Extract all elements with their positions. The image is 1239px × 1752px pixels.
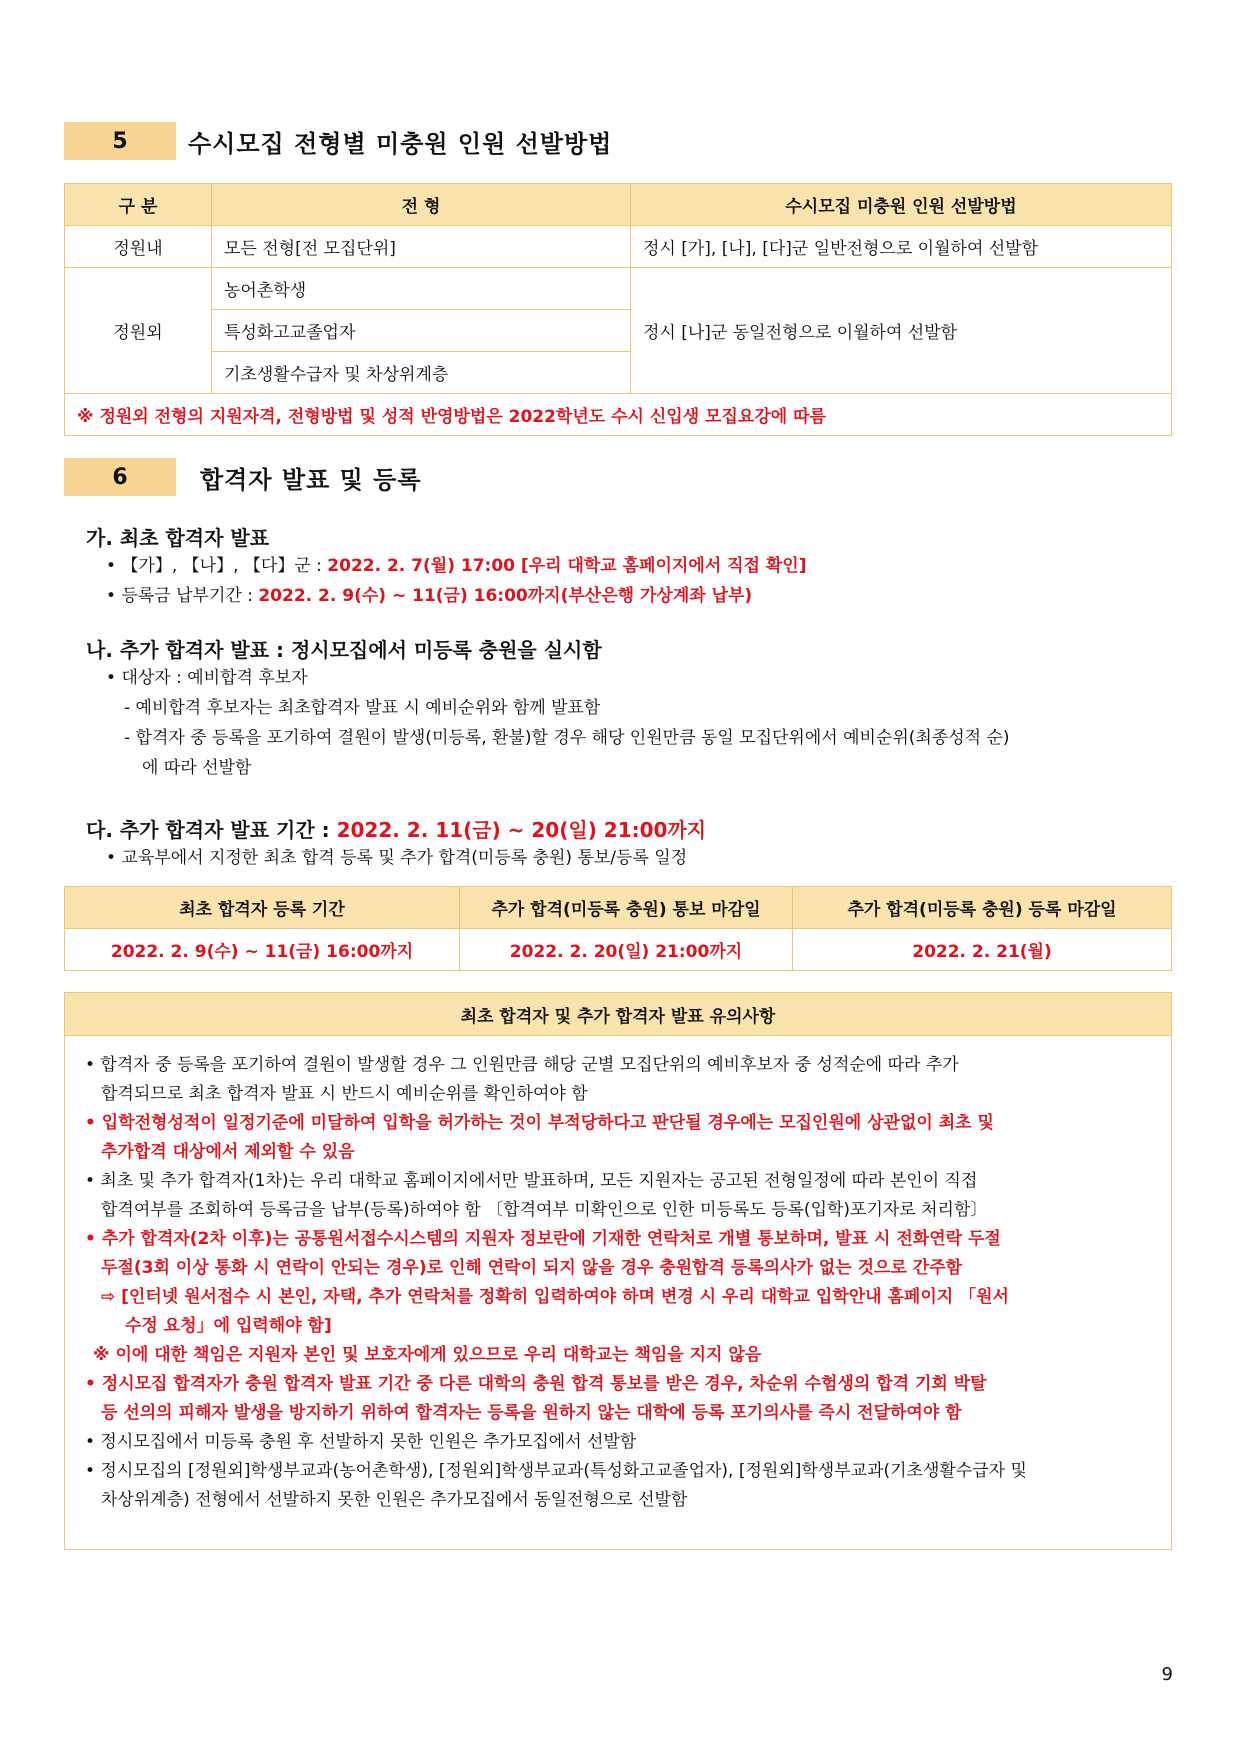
section5-title: 수시모집 전형별 미충원 인원 선발방법 bbox=[188, 129, 613, 158]
note-2a: • 입학전형성적이 일정기준에 미달하여 입학을 허가하는 것이 부적당하다고 판단될 경우에는 모집인원에 상관없이 최초 및 bbox=[85, 1113, 994, 1133]
col-header-type: 전 형 bbox=[212, 184, 631, 226]
row1-method: 정시 [가], [나], [다]군 일반전형으로 이월하여 선발함 bbox=[631, 226, 1172, 268]
section5-footnote: ※ 정원외 전형의 지원자격, 전형방법 및 성적 반영방법은 2022학년도 수시 신입생 모집요강에 따름 bbox=[65, 394, 1172, 436]
note-4d: 수정 요청」에 입력해야 함] bbox=[125, 1316, 332, 1336]
row2-type-2: 특성화고교졸업자 bbox=[212, 310, 631, 352]
row2-category: 정원외 bbox=[65, 268, 212, 394]
section6-header bbox=[64, 458, 422, 496]
table-row bbox=[65, 929, 1172, 971]
section6-number: 6 bbox=[64, 458, 176, 496]
note-5a: • 정시모집 합격자가 충원 합격자 발표 기간 중 다른 대학의 충원 합격 통보를 받은 경우, 차순위 수험생의 합격 기회 박탈 bbox=[85, 1374, 987, 1394]
na-sub2a: - 합격자 중 등록을 포기하여 결원이 발생(미등록, 환불)할 경우 해당 인원만큼 동일 모집단위에서 예비순위(최종성적 순) bbox=[124, 728, 1010, 748]
bullet: • bbox=[106, 586, 122, 606]
ga-heading: 가. 최초 합격자 발표 bbox=[86, 526, 270, 550]
ga-line2 bbox=[106, 584, 752, 608]
note-3b: 합격여부를 조회하여 등록금을 납부(등록)하여야 함 〔합격여부 미확인으로 인한 미등록도 등록(입학)포기자로 처리함〕 bbox=[101, 1200, 988, 1220]
note-7b: 차상위계층) 전형에서 선발하지 못한 인원은 추가모집에서 동일전형으로 선발함 bbox=[101, 1490, 688, 1510]
notes-box bbox=[64, 992, 1172, 1550]
note-7a: • 정시모집의 [정원외]학생부교과(농어촌학생), [정원외]학생부교과(특성화고교졸업자), [정원외]학생부교과(기초생활수급자 및 bbox=[85, 1461, 1027, 1481]
na-heading: 나. 추가 합격자 발표 : 정시모집에서 미등록 충원을 실시함 bbox=[86, 638, 602, 662]
note-4e: ※ 이에 대한 책임은 지원자 본인 및 보호자에게 있으므로 우리 대학교는 책임을 지지 않음 bbox=[93, 1345, 762, 1365]
row2-method: 정시 [나]군 동일전형으로 이월하여 선발함 bbox=[631, 268, 1172, 394]
row1-type: 모든 전형[전 모집단위] bbox=[212, 226, 631, 268]
bullet: • bbox=[106, 556, 122, 576]
note-4c: ⇨ [인터넷 원서접수 시 본인, 자택, 추가 연락처를 정확히 입력하여야 하며 변경 시 우리 대학교 입학안내 홈페이지 「원서 bbox=[101, 1287, 1009, 1307]
note-1b: 합격되므로 최초 합격자 발표 시 반드시 예비순위를 확인하여야 함 bbox=[101, 1084, 588, 1104]
da-heading bbox=[86, 814, 706, 843]
da-line1-text: 교육부에서 지정한 최초 합격 등록 및 추가 합격(미등록 충원) 통보/등록 일정 bbox=[121, 848, 688, 868]
section5-table bbox=[64, 183, 1172, 436]
da-heading-value: 2022. 2. 11(금) ~ 20(일) 21:00까지 bbox=[336, 818, 707, 842]
na-target-text: 대상자 : 예비합격 후보자 bbox=[121, 668, 308, 688]
ga-line1 bbox=[106, 554, 806, 578]
note-1 bbox=[85, 1051, 1155, 1515]
section5-number: 5 bbox=[64, 122, 176, 160]
table-row bbox=[65, 268, 1172, 310]
note-5b: 등 선의의 피해자 발생을 방지하기 위하여 합격자는 등록을 원하지 않는 대학에 등록 포기의사를 즉시 전달하여야 함 bbox=[101, 1403, 962, 1423]
note-2b: 추가합격 대상에서 제외할 수 있음 bbox=[101, 1142, 355, 1162]
note-4a: • 추가 합격자(2차 이후)는 공통원서접수시스템의 지원자 정보란에 기재한 연락처로 개별 통보하며, 발표 시 전화연락 두절 bbox=[85, 1229, 1001, 1249]
schedule-header-1: 최초 합격자 등록 기간 bbox=[65, 887, 460, 929]
schedule-value-1: 2022. 2. 9(수) ~ 11(금) 16:00까지 bbox=[65, 929, 460, 971]
row1-category: 정원내 bbox=[65, 226, 212, 268]
schedule-value-2: 2022. 2. 20(일) 21:00까지 bbox=[460, 929, 793, 971]
section6-title: 합격자 발표 및 등록 bbox=[200, 465, 422, 494]
bullet: • bbox=[106, 668, 122, 688]
col-header-category: 구 분 bbox=[65, 184, 212, 226]
ga-line2-label: 등록금 납부기간 : bbox=[121, 586, 259, 606]
table-row bbox=[65, 226, 1172, 268]
note-6: • 정시모집에서 미등록 충원 후 선발하지 못한 인원은 추가모집에서 선발함 bbox=[85, 1432, 637, 1452]
ga-line1-label: 【가】, 【나】, 【다】군 : bbox=[121, 556, 328, 576]
schedule-value-3: 2022. 2. 21(월) bbox=[793, 929, 1172, 971]
section5-header bbox=[64, 122, 612, 160]
page-number: 9 bbox=[1161, 1664, 1173, 1685]
row2-type-1: 농어촌학생 bbox=[212, 268, 631, 310]
na-sub2b: 에 따라 선발함 bbox=[142, 758, 252, 778]
schedule-header-2: 추가 합격(미등록 충원) 통보 마감일 bbox=[460, 887, 793, 929]
note-4b: 두절(3회 이상 통화 시 연락이 안되는 경우)로 인해 연락이 되지 않을 경우 충원합격 등록의사가 없는 것으로 간주함 bbox=[101, 1258, 963, 1278]
row2-type-3: 기초생활수급자 및 차상위계층 bbox=[212, 352, 631, 394]
note-3a: • 최초 및 추가 합격자(1차)는 우리 대학교 홈페이지에서만 발표하며, 모든 지원자는 공고된 전형일정에 따라 본인이 직접 bbox=[85, 1171, 978, 1191]
bullet: • bbox=[106, 848, 122, 868]
na-sub1: - 예비합격 후보자는 최초합격자 발표 시 예비순위와 함께 발표함 bbox=[124, 698, 601, 718]
notes-title: 최초 합격자 및 추가 합격자 발표 유의사항 bbox=[65, 993, 1171, 1036]
schedule-header-3: 추가 합격(미등록 충원) 등록 마감일 bbox=[793, 887, 1172, 929]
note-1a: • 합격자 중 등록을 포기하여 결원이 발생할 경우 그 인원만큼 해당 군별 모집단위의 예비후보자 중 성적순에 따라 추가 bbox=[85, 1055, 959, 1075]
schedule-table bbox=[64, 886, 1172, 971]
col-header-method: 수시모집 미충원 인원 선발방법 bbox=[631, 184, 1172, 226]
da-line1 bbox=[106, 846, 687, 870]
ga-line1-value: 2022. 2. 7(월) 17:00 [우리 대학교 홈페이지에서 직접 확인] bbox=[327, 556, 807, 576]
na-target bbox=[106, 666, 308, 690]
da-heading-label: 다. 추가 합격자 발표 기간 : bbox=[86, 818, 337, 842]
ga-line2-value: 2022. 2. 9(수) ~ 11(금) 16:00까지(부산은행 가상계좌 납부) bbox=[258, 586, 753, 606]
